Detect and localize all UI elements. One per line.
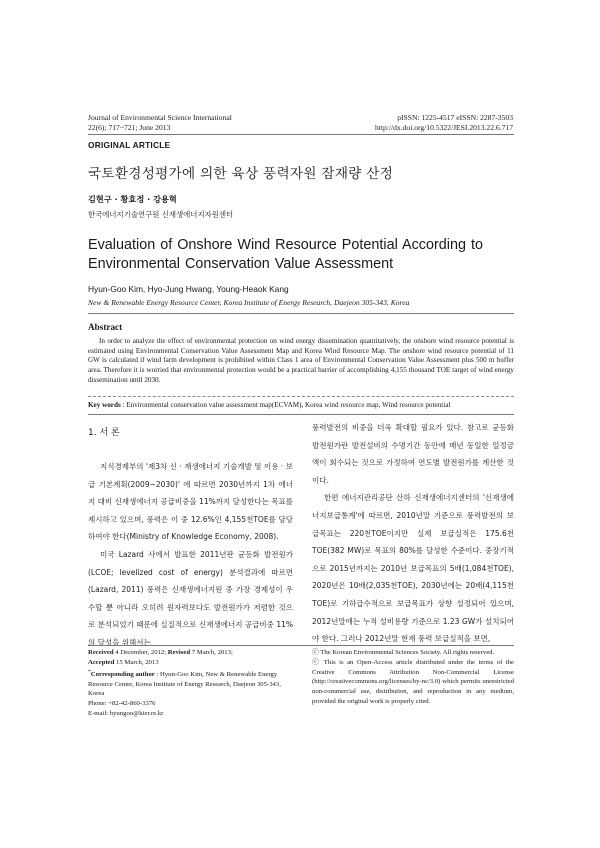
journal-issn: pISSN: 1225-4517 eISSN: 2287-3503 bbox=[397, 113, 513, 122]
journal-header-right bbox=[375, 113, 513, 133]
revised-label: Revised bbox=[167, 649, 191, 656]
accepted-label: Accepted bbox=[88, 658, 115, 666]
footnote-right bbox=[312, 648, 514, 707]
abstract-heading: Abstract bbox=[88, 322, 123, 332]
journal-volume: 22(6); 717~721; June 2013 bbox=[88, 123, 171, 132]
english-title-line2: Environmental Conservation Value Assessment bbox=[88, 255, 394, 272]
korean-affiliation: 한국에너지기술연구원 신재생에너지자원센터 bbox=[88, 210, 234, 219]
accepted-date-line bbox=[88, 658, 296, 668]
journal-name: Journal of Environmental Science International bbox=[88, 113, 232, 122]
title-divider bbox=[88, 313, 514, 314]
english-title-line1: Evaluation of Onshore Wind Resource Potential According to bbox=[88, 237, 483, 253]
body-column-right bbox=[312, 419, 514, 648]
corresponding-author: *Corresponding author : Hyun-Goo Kim, New & Renewable Energy Resource Center, Korea Institute of Energy Research, Daejeon 305-343, Korea bbox=[88, 668, 281, 698]
korean-title: 국토환경성평가에 의한 육상 풍력자원 잠재량 산정 bbox=[88, 166, 394, 182]
accepted-date: 15 March, 2013 bbox=[114, 658, 159, 666]
english-title bbox=[88, 236, 514, 273]
revised-date: 7 March, 2013; bbox=[190, 649, 233, 656]
abstract-text: In order to analyze the effect of environmental protection on wind energy dissemination quantitatively, the onshore wind resource potential is estimated using Environmental Conservation Value Assessment Map and Korea Wind Resource Map. The onshore wind resource potential of 11 GW is calculated if wind farm development is prohibited within Class 1 area of Environmental Conservation Value Assessment plus 500 m buffer area. Therefore it is worried that environmental protection would be a practical barrier of accomplishing 4,155 thousand TOE target of wind energy dissemination until 2030. bbox=[88, 337, 514, 384]
keywords bbox=[88, 400, 514, 410]
english-authors: Hyun-Goo Kim, Hyo-Jung Hwang, Young-Heaok Kang bbox=[88, 284, 289, 294]
license-notice: ⓒ This is an Open-Access article distributed under the terms of the Creative Commons Attribution Non-Commercial License (http://creativecommons.org/licenses/by-nc/3.0) which permits unrestricted non-commercial use, distribution, and reproduction in any medium, provided the original work is properly cited. bbox=[312, 658, 514, 705]
paragraph: 미국 Lazard 사에서 발표한 2011년판 균등화 발전원가(LCOE; levelized cost of energy) 분석결과에 따르면(Lazard, 2011) 풍력은 신재생에너지원 중 가장 경제성이 우수할 뿐 아니라 오히려 원자력보다도 발전원가가 저렴한 것으로 분석되었기 때문에 실질적으로 신재생에너지 공급비중 11%의 달성을 위해서는 bbox=[88, 549, 293, 647]
copyright-notice: ⓒ The Korean Environmental Sciences Society. All rights reserved. bbox=[312, 649, 495, 656]
corresponding-label: Corresponding author bbox=[90, 670, 155, 678]
header-divider bbox=[88, 134, 514, 135]
corresponding-text: : Hyun-Goo Kim, New & Renewable Energy Resource Center, Korea Institute of Energy Research, Daejeon 305-343, Korea bbox=[88, 670, 281, 698]
received-label: Received bbox=[88, 649, 114, 656]
journal-doi-link[interactable]: http://dx.doi.org/10.5322/JESI.2013.22.6.717 bbox=[374, 123, 513, 132]
phone: Phone: +82-42-860-3376 bbox=[88, 700, 156, 708]
body-divider bbox=[88, 414, 514, 415]
section-heading-introduction: 1. 서 론 bbox=[88, 428, 120, 438]
paragraph: 한편 에너지관리공단 산하 신재생에너지센터의 '신재생에너지보급통계'에 따르면, 2010년말 기준으로 풍력발전의 보급목표는 220천TOE이지만 실제 보급실적은 175.6천TOE(382 MW)로 목표의 80%를 달성한 수준이다. 중장기적으로 2015년까지는 2010년 보급목표의 5배(1,084천TOE), 2020년은 10배(2,035천TOE), 2030년에는 20배(4,115천TOE)로 기하급수적으로 보급목표가 상향 설정되어 있으며, 2012년말에는 누적 설비용량 기준으로 1.23 GW가 설치되어야 한다. 그러나 2012년말 현재 풍력 보급실적을 보면, bbox=[312, 493, 514, 644]
keywords-text: : Environmental conservation value assessment map(ECVAM), Korea wind resource map, Wind resource potential bbox=[120, 401, 451, 409]
body-column-left bbox=[88, 458, 293, 652]
keywords-divider bbox=[88, 396, 514, 397]
footnote-divider bbox=[88, 645, 514, 646]
received-dates bbox=[88, 648, 296, 658]
article-type-label: ORIGINAL ARTICLE bbox=[88, 140, 171, 150]
footnote-left bbox=[88, 648, 296, 719]
email-link[interactable]: E-mail: hyungoo@kier.re.kr bbox=[88, 710, 164, 718]
received-date: 4 December, 2012; bbox=[113, 649, 168, 656]
paragraph: 지식경제부의 '제3차 신 · 재생에너지 기술개발 및 이용 · 보급 기본계획(2009~2030)' 에 따르면 2030년까지 1차 에너지 대비 신재생에너지 공급비중을 11%까지 달성한다는 목표를 제시하고 있으며, 풍력은 이 중 12.6%인 4,155천TOE를 담당하여야 한다(Ministry of Knowledge Economy, 2008). bbox=[88, 462, 293, 542]
paragraph: 풍력발전의 비중을 더욱 확대할 필요가 있다. 참고로 균등화 발전원가란 발전설비의 수명기간 동안에 매년 동일한 일정금액이 회수되는 것으로 가정하여 연도별 발전원가를 계산한 것이다. bbox=[312, 423, 514, 485]
journal-header-left bbox=[88, 113, 232, 133]
english-affiliation: New & Renewable Energy Resource Center, Korea Institute of Energy Research, Daejeon 305-343, Korea bbox=[88, 298, 410, 307]
keywords-label: Key words bbox=[88, 401, 121, 409]
korean-authors: 김현구 · 황효정 · 강용혁 bbox=[88, 194, 177, 204]
